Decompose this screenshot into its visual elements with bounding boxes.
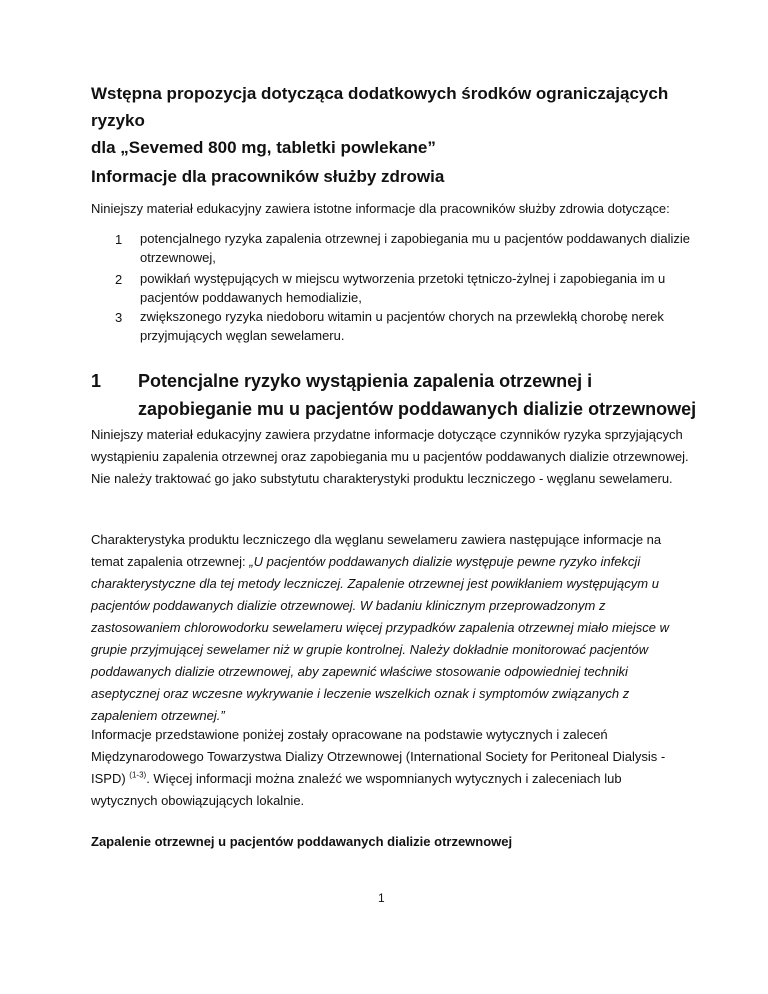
paragraph-3 bbox=[91, 724, 691, 812]
document-title bbox=[91, 80, 691, 161]
section-number: 1 bbox=[91, 371, 102, 391]
subheading: Zapalenie otrzewnej u pacjentów poddawanych dializie otrzewnowej bbox=[91, 834, 513, 849]
paragraph-3-text-b: . Więcej informacji można znaleźć we wspomnianych wytycznych i zaleceniach lub wytycznych obowiązujących lokalnie. bbox=[91, 771, 622, 808]
list-number: 1 bbox=[115, 232, 123, 247]
list-text: zwiększonego ryzyka niedoboru witamin u pacjentów chorych na przewlekłą chorobę nerek przyjmujących węglan sewelameru. bbox=[140, 309, 664, 343]
paragraph-2-lead: Charakterystyka produktu leczniczego dla węglanu sewelameru zawiera następujące informacje na temat zapalenia otrzewnej: bbox=[91, 532, 662, 569]
list-item bbox=[91, 269, 691, 309]
title-line-2: dla „Sevemed 800 mg, tabletki powlekane” bbox=[91, 138, 436, 157]
list-item bbox=[91, 307, 691, 347]
list-text: powikłań występujących w miejscu wytworzenia przetoki tętniczo-żylnej i zapobiegania im u pacjentów poddawanych hemodializie, bbox=[140, 271, 666, 305]
paragraph-3-text-a: Informacje przedstawione poniżej zostały opracowane na podstawie wytycznych i zaleceń Międzynarodowego Towarzystwa Dializy Otrzewnowej (International Society for Peritoneal Dialysis - ISPD) bbox=[91, 727, 666, 786]
list-text: potencjalnego ryzyka zapalenia otrzewnej i zapobiegania mu u pacjentów poddawanych dializie otrzewnowej, bbox=[140, 231, 690, 265]
list-item bbox=[91, 229, 691, 269]
reference-superscript: (1-3) bbox=[129, 770, 147, 780]
page-number: 1 bbox=[378, 891, 385, 905]
list-number: 2 bbox=[115, 272, 123, 287]
title-line-1: Wstępna propozycja dotycząca dodatkowych środków ograniczających ryzyko bbox=[91, 84, 669, 130]
paragraph-1: Niniejszy materiał edukacyjny zawiera przydatne informacje dotyczące czynników ryzyka sprzyjających wystąpieniu zapalenia otrzewnej oraz zapobiegania mu u pacjentów poddawanych dializie otrzewnowej. Nie należy traktować go jako substytutu charakterystyki produktu leczniczego - węglanu sewelameru. bbox=[91, 427, 689, 486]
section-heading: Informacje dla pracowników służby zdrowia bbox=[91, 167, 445, 186]
paragraph-2 bbox=[91, 529, 691, 727]
intro-paragraph: Niniejszy materiał edukacyjny zawiera istotne informacje dla pracowników służby zdrowia dotyczące: bbox=[91, 201, 670, 216]
spc-quote: „U pacjentów poddawanych dializie występuje pewne ryzyko infekcji charakterystyczne dla tej metody leczniczej. Zapalenie otrzewnej jest powikłaniem występującym u pacjentów poddawanych dializie otrzewnowej. W badaniu klinicznym przeprowadzonym z zastosowaniem chlorowodorku sewelameru więcej przypadków zapalenia otrzewnej miało miejsce w grupie przyjmującej sewelamer niż w grupie kontrolnej. Należy dokładnie monitorować pacjentów poddawanych dializie otrzewnowej, aby zapewnić właściwe stosowanie odpowiedniej techniki aseptycznej oraz wczesne wykrywanie i leczenie wszelkich oznak i symptomów związanych z zapaleniem otrzewnej.” bbox=[91, 554, 670, 723]
list-number: 3 bbox=[115, 310, 123, 325]
section-title: Potencjalne ryzyko wystąpienia zapalenia otrzewnej i zapobieganie mu u pacjentów poddawanych dializie otrzewnowej bbox=[138, 371, 697, 419]
